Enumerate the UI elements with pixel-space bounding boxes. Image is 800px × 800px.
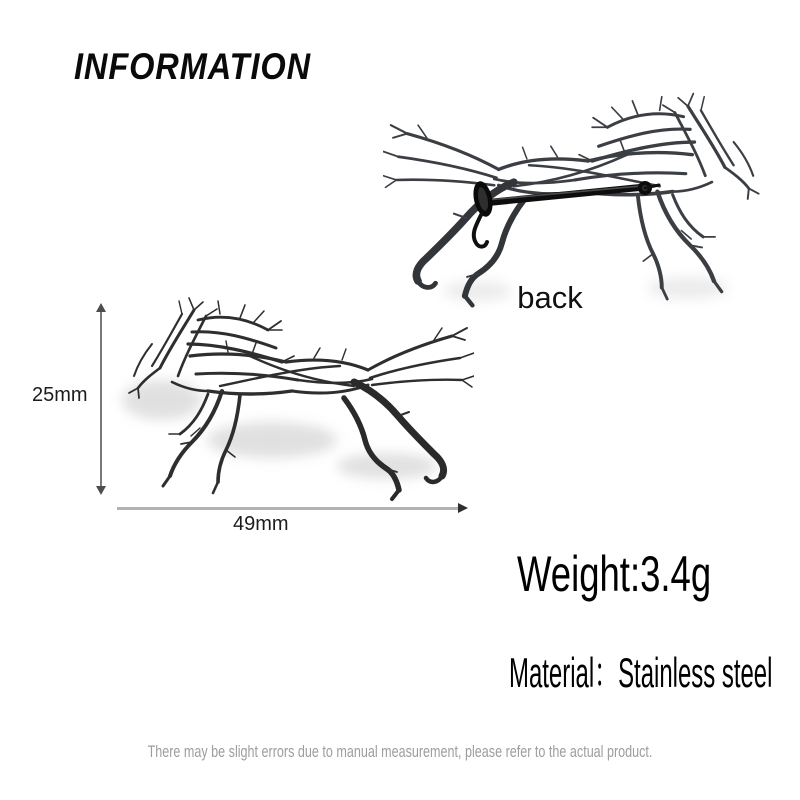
front-horse-shadow bbox=[122, 380, 437, 479]
height-arrow-bottom-icon bbox=[96, 486, 106, 495]
page-title: INFORMATION bbox=[74, 46, 311, 87]
height-arrow-top-icon bbox=[96, 303, 106, 312]
weight-spec-text: Weight:3.4g bbox=[517, 546, 712, 602]
back-horse-body bbox=[383, 94, 758, 306]
width-arrow-right-icon bbox=[458, 503, 468, 513]
horse-brooch-front-image bbox=[102, 288, 474, 506]
material-spec-text: Material：Stainless steel bbox=[509, 649, 773, 696]
width-dimension-line bbox=[117, 507, 461, 510]
disclaimer-text: There may be slight errors due to manual measurement, please refer to the actual product. bbox=[147, 742, 653, 761]
height-dimension-label: 25mm bbox=[32, 384, 88, 406]
back-view-label: back bbox=[517, 280, 583, 315]
height-dimension-line bbox=[100, 306, 102, 492]
width-dimension-label: 49mm bbox=[233, 513, 289, 535]
